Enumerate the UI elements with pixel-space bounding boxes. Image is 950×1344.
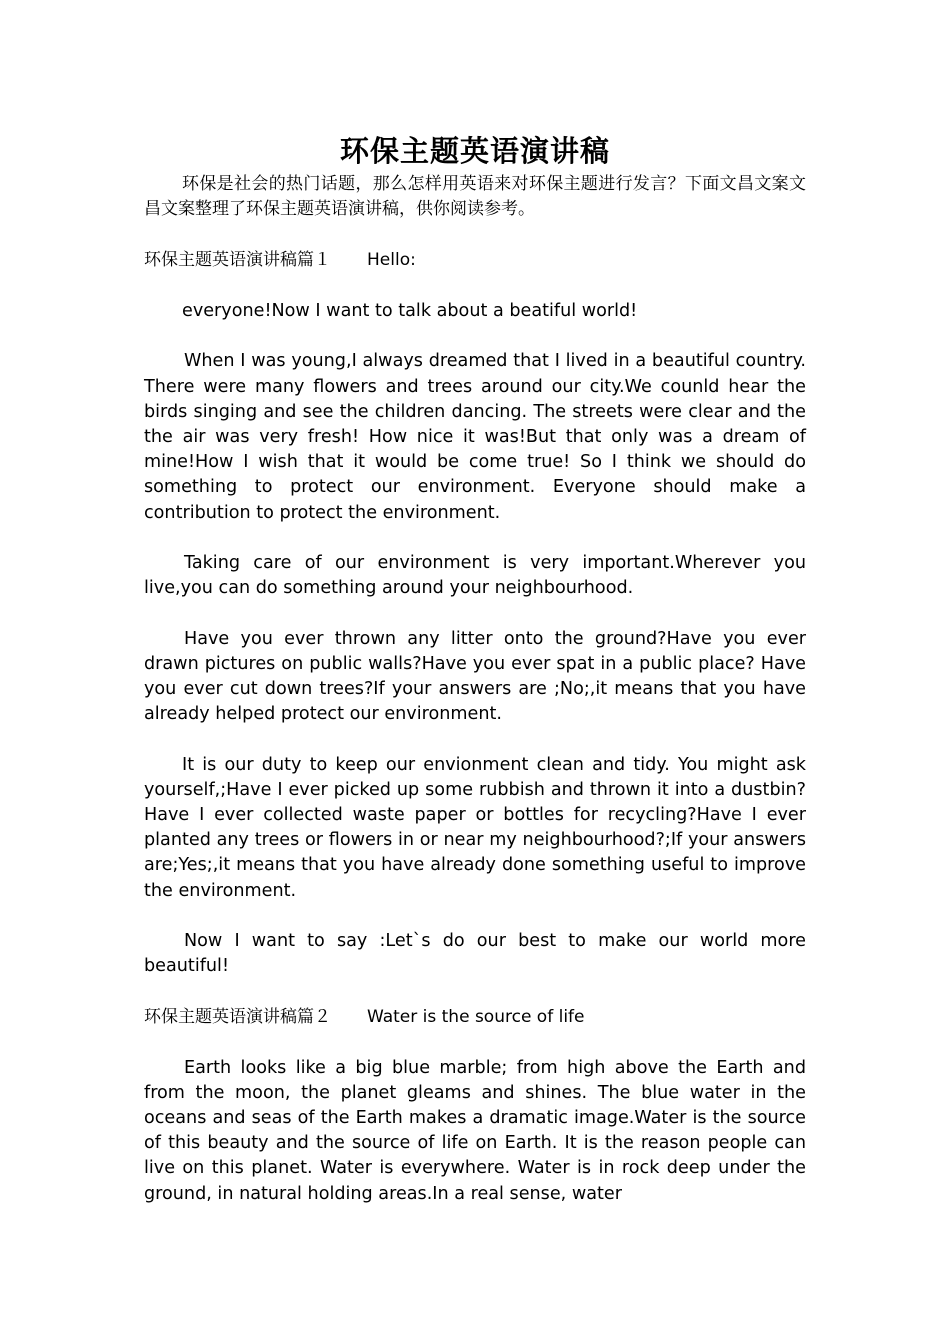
document-page bbox=[144, 130, 806, 1207]
section-1-paragraph: Taking care of our environment is very important.Wherever you live,you can do something around your neighbourhood. bbox=[144, 553, 806, 599]
section-1-paragraph: everyone!Now I want to talk about a beatiful world! bbox=[182, 301, 638, 321]
section-2-title: 环保主题英语演讲稿篇２ bbox=[144, 1006, 331, 1027]
section-1-paragraph: It is our duty to keep our envionment clean and tidy. You might ask yourself,;Have I ever picked up some rubbish and thrown it into a dustbin?Have I ever collected waste paper or bottles for recycling?Have I ever planted any trees or flowers in or near my neighbourhood?;If your answers are;Yes;,it means that you have already done something useful to improve the environment. bbox=[144, 754, 806, 901]
section-1-paragraph: Have you ever thrown any litter onto the ground?Have you ever drawn pictures on public walls?Have you ever spat in a public place? Have you ever cut down trees?If your answers are ;No;,it means that you have already helped protect our environment. bbox=[144, 628, 806, 725]
document-title: 环保主题英语演讲稿 bbox=[339, 134, 610, 168]
section-1-paragraph: Now I want to say :Let`s do our best to make our world more beautiful! bbox=[144, 931, 806, 977]
section-1-title: 环保主题英语演讲稿篇１ bbox=[144, 250, 331, 270]
section-1-greeting: Hello: bbox=[367, 250, 416, 270]
intro-paragraph: 环保是社会的热门话题，那么怎样用英语来对环保主题进行发言？下面文昌文案文昌文案整理了环保主题英语演讲稿，供你阅读参考。 bbox=[144, 174, 806, 219]
section-2-paragraph: Earth looks like a big blue marble; from high above the Earth and from the moon, the planet gleams and shines. The blue water in the oceans and seas of the Earth makes a dramatic image.Water is the source of this beauty and the source of life on Earth. It is the reason people can live on this planet. Water is everywhere. Water is in rock deep under the ground, in natural holding areas.In a real sense, water bbox=[144, 1057, 806, 1204]
section-2-heading bbox=[144, 1005, 806, 1030]
section-2-subtitle: Water is the source of life bbox=[367, 1006, 585, 1027]
section-1-heading bbox=[144, 248, 806, 273]
section-1-paragraph: When I was young,I always dreamed that I lived in a beautiful country. There were many flowers and trees around our city.We counld hear the birds singing and see the children dancing. The streets were clear and the the air was very fresh! How nice it was!But that only was a dream of mine!How I wish that it would be come true! So I think we should do something to protect our environment. Everyone should make a contribution to protect the environment. bbox=[144, 351, 806, 523]
